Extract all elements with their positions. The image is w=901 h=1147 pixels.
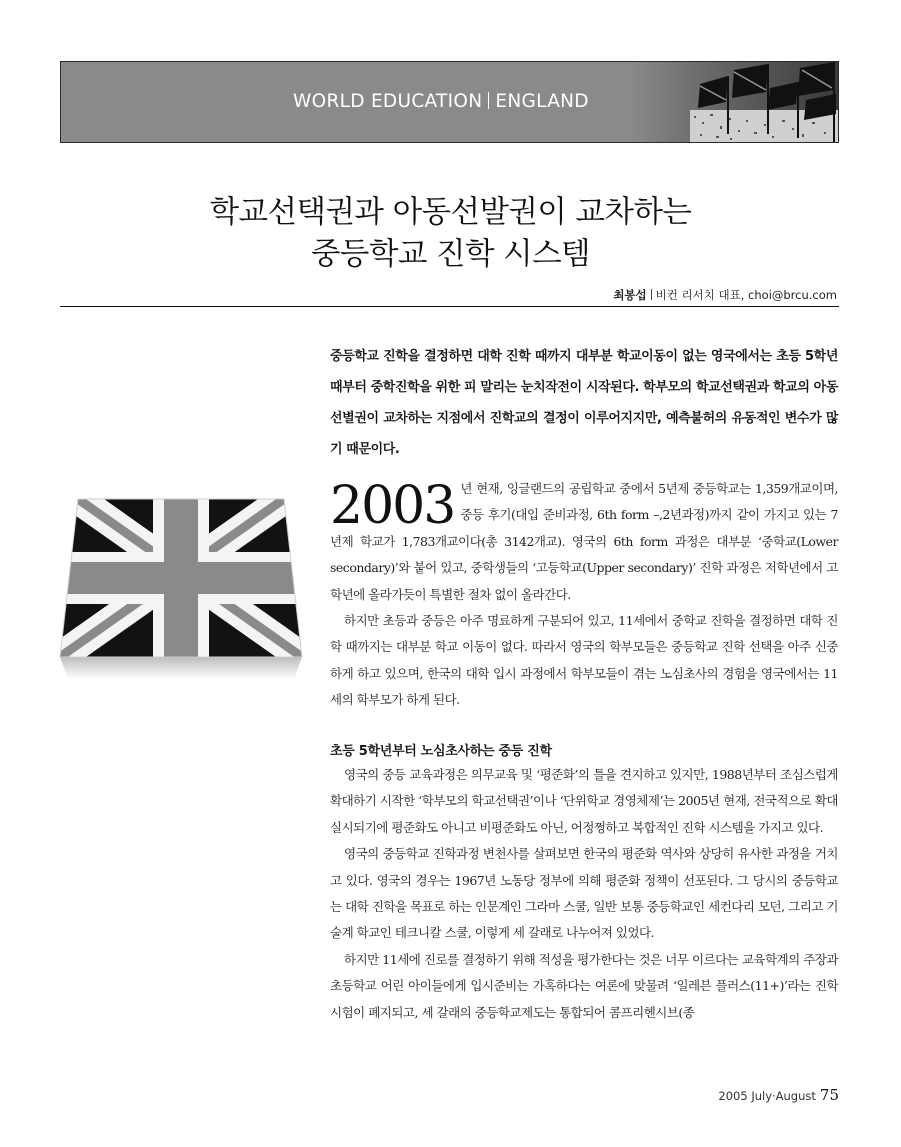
header-country: ENGLAND bbox=[495, 91, 589, 112]
byline bbox=[613, 287, 837, 303]
union-jack-flag-image bbox=[50, 475, 312, 685]
issue-date: 2005 July·August bbox=[718, 1089, 816, 1103]
page-number: 75 bbox=[819, 1086, 839, 1104]
header-title bbox=[293, 91, 589, 112]
body-paragraph-1 bbox=[330, 476, 838, 608]
title-rule bbox=[60, 306, 839, 307]
header-divider bbox=[488, 92, 489, 109]
article-title bbox=[0, 192, 901, 276]
title-line-1: 학교선택권과 아동선발권이 교차하는 bbox=[209, 195, 692, 230]
body-paragraph-1-text: 년 현재, 잉글랜드의 공립학교 중에서 5년제 중등학교는 1,359개교이며, 중등 후기(대입 준비과정, 6th form –,2년과정)까지 같이 가지고 있는 7년제 학교가 1,783개교이다(총 3142개교). 영국의 6th form 과정은 대부분 ‘중학교(Lower secondary)’와 붙어 있고, 중학생들의 ‘고등학교(Upper secondary)’ 진학 과정은 저학년에서 고학년에 올라가듯이 특별한 절차 없이 올라간다. bbox=[330, 481, 838, 602]
page-footer bbox=[718, 1086, 839, 1104]
body-paragraph-4: 영국의 중등학교 진학과정 변천사를 살펴보면 한국의 평준화 역사와 상당히 유사한 과정을 거치고 있다. 영국의 경우는 1967년 노동당 정부에 의해 평준화 정책이 선포된다. 그 당시의 중등학교는 대학 진학을 목표로 하는 인문계인 그라마 스쿨, 일반 보통 중등학교인 세컨다리 모던, 그리고 기술계 학교인 테크니칼 스쿨, 이렇게 세 갈래로 나누어져 있었다. bbox=[330, 846, 838, 941]
header-band bbox=[60, 61, 839, 143]
header-section: WORLD EDUCATION bbox=[293, 91, 483, 112]
author-name: 최봉섭 bbox=[613, 288, 647, 302]
body-text-lower bbox=[330, 762, 838, 1026]
header-photo-flags bbox=[630, 62, 838, 142]
lead-paragraph: 중등학교 진학을 결정하면 대학 진학 때까지 대부분 학교이동이 없는 영국에서는 초등 5학년 때부터 중학진학을 위한 피 말리는 눈치작전이 시작된다. 학부모의 학교선택권과 학교의 아동선별권이 교차하는 지점에서 진학교의 결정이 이루어지지만, 예측불허의 유동적인 변수가 많기 때문이다. bbox=[330, 349, 838, 457]
drop-cap-year: 2003 bbox=[330, 476, 455, 536]
body-text-upper bbox=[330, 476, 838, 714]
title-line-2: 중등학교 진학 시스템 bbox=[310, 237, 591, 272]
body-paragraph-5: 하지만 11세에 진로를 결정하기 위해 적성을 평가한다는 것은 너무 이르다는 교육학계의 주장과 초등학교 어린 아이들에게 입시준비는 가혹하다는 여론에 맞물려 ‘일레븐 플러스(11+)’라는 진학시험이 폐지되고, 세 갈래의 중등학교제도는 통합되어 콤프리헨시브(종 bbox=[330, 951, 838, 1020]
body-paragraph-3: 영국의 중등 교육과정은 의무교육 및 ‘평준화’의 틀을 견지하고 있지만, 1988년부터 조심스럽게 확대하기 시작한 ‘학부모의 학교선택권’이나 ‘단위학교 경영체제’는 2005년 현재, 전국적으로 확대 실시되기에 평준화도 아니고 비평준화도 아닌, 어정쩡하고 복합적인 진학 시스템을 가지고 있다. bbox=[330, 767, 838, 835]
byline-divider bbox=[651, 289, 652, 300]
body-paragraph-2: 하지만 초등과 중등은 아주 명료하게 구분되어 있고, 11세에서 중학교 진학을 결정하면 대학 진학 때까지는 대부분 학교 이동이 없다. 따라서 영국의 학부모들은 중등학교 진학 선택을 아주 신중하게 하고 있으며, 한국의 대학 입시 과정에서 학부모들이 겪는 노심초사의 경험을 영국에서는 11세의 학부모가 하게 된다. bbox=[330, 613, 838, 708]
author-affiliation: 비컨 리서치 대표, choi@brcu.com bbox=[655, 288, 837, 302]
section-heading: 초등 5학년부터 노심초사하는 중등 진학 bbox=[330, 744, 552, 759]
